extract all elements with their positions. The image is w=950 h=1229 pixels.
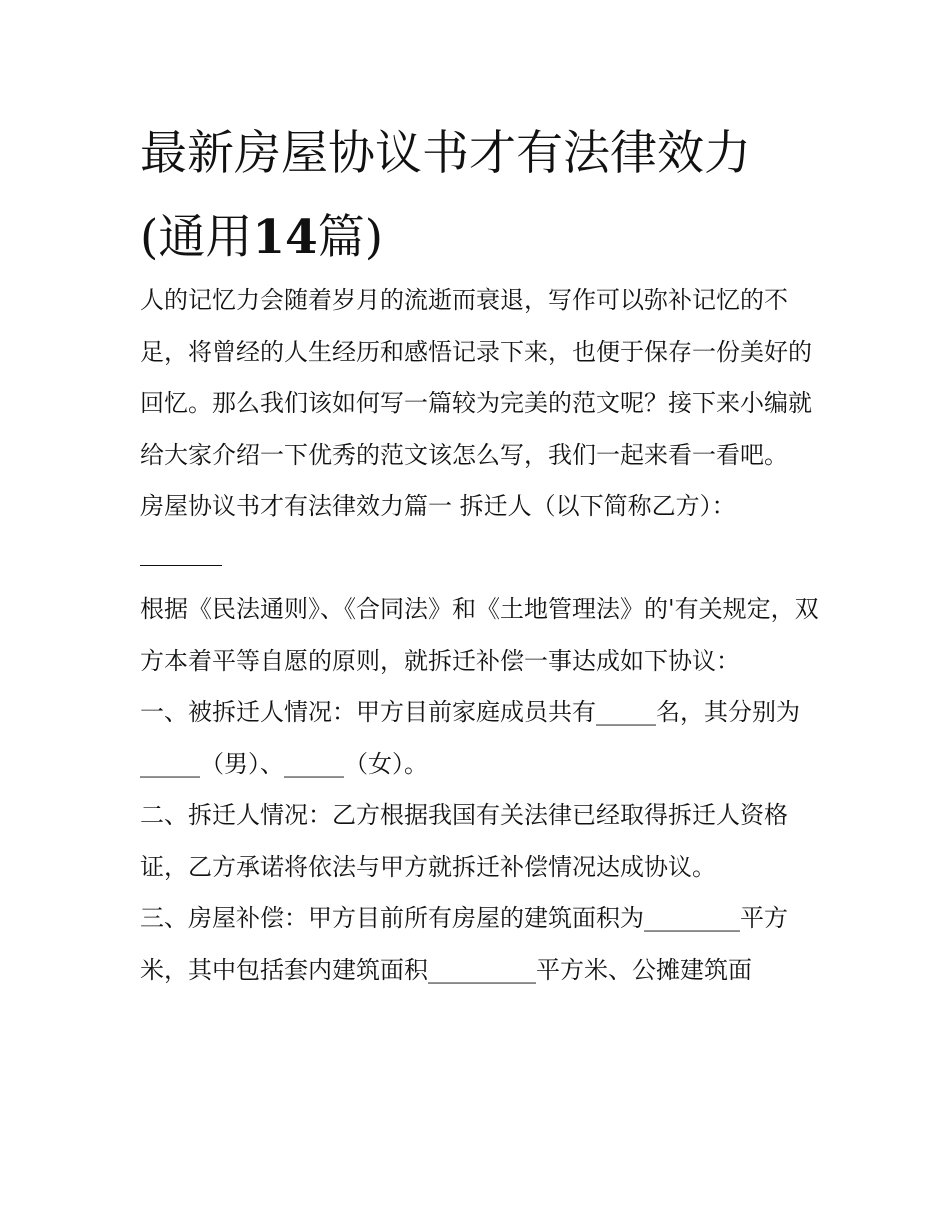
clause-1-paragraph: 一、被拆迁人情况：甲方目前家庭成员共有_____名，其分别为_____（男）、_____（女）。: [140, 698, 800, 778]
document-body: [140, 275, 820, 996]
title-prefix: (通用: [140, 210, 253, 265]
document-title: [140, 112, 820, 280]
title-suffix: 篇): [317, 210, 384, 265]
title-number: 14: [252, 210, 318, 265]
section-heading: 房屋协议书才有法律效力篇一 拆迁人（以下简称乙方）：: [140, 492, 736, 520]
title-line-1: 最新房屋协议书才有法律效力: [140, 126, 751, 181]
clause-3-paragraph: 三、房屋补偿：甲方目前所有房屋的建筑面积为________平方米，其中包括套内建筑面积_________平方米、公摊建筑面: [140, 904, 788, 984]
clause-2-paragraph: 二、拆迁人情况：乙方根据我国有关法律已经取得拆迁人资格证，乙方承诺将依法与甲方就拆迁补偿情况达成协议。: [140, 801, 788, 881]
blank-underline: [140, 537, 222, 566]
intro-paragraph: 人的记忆力会随着岁月的流逝而衰退，写作可以弥补记忆的不足，将曾经的人生经历和感悟记录下来，也便于保存一份美好的回忆。那么我们该如何写一篇较为完美的范文呢？接下来小编就给大家介绍一下优秀的范文该怎么写，我们一起来看一看吧。: [140, 286, 812, 469]
signature-blank: [140, 533, 820, 585]
basis-paragraph: 根据《民法通则》、《合同法》和《土地管理法》的'有关规定，双方本着平等自愿的原则，就拆迁补偿一事达成如下协议：: [140, 595, 819, 675]
